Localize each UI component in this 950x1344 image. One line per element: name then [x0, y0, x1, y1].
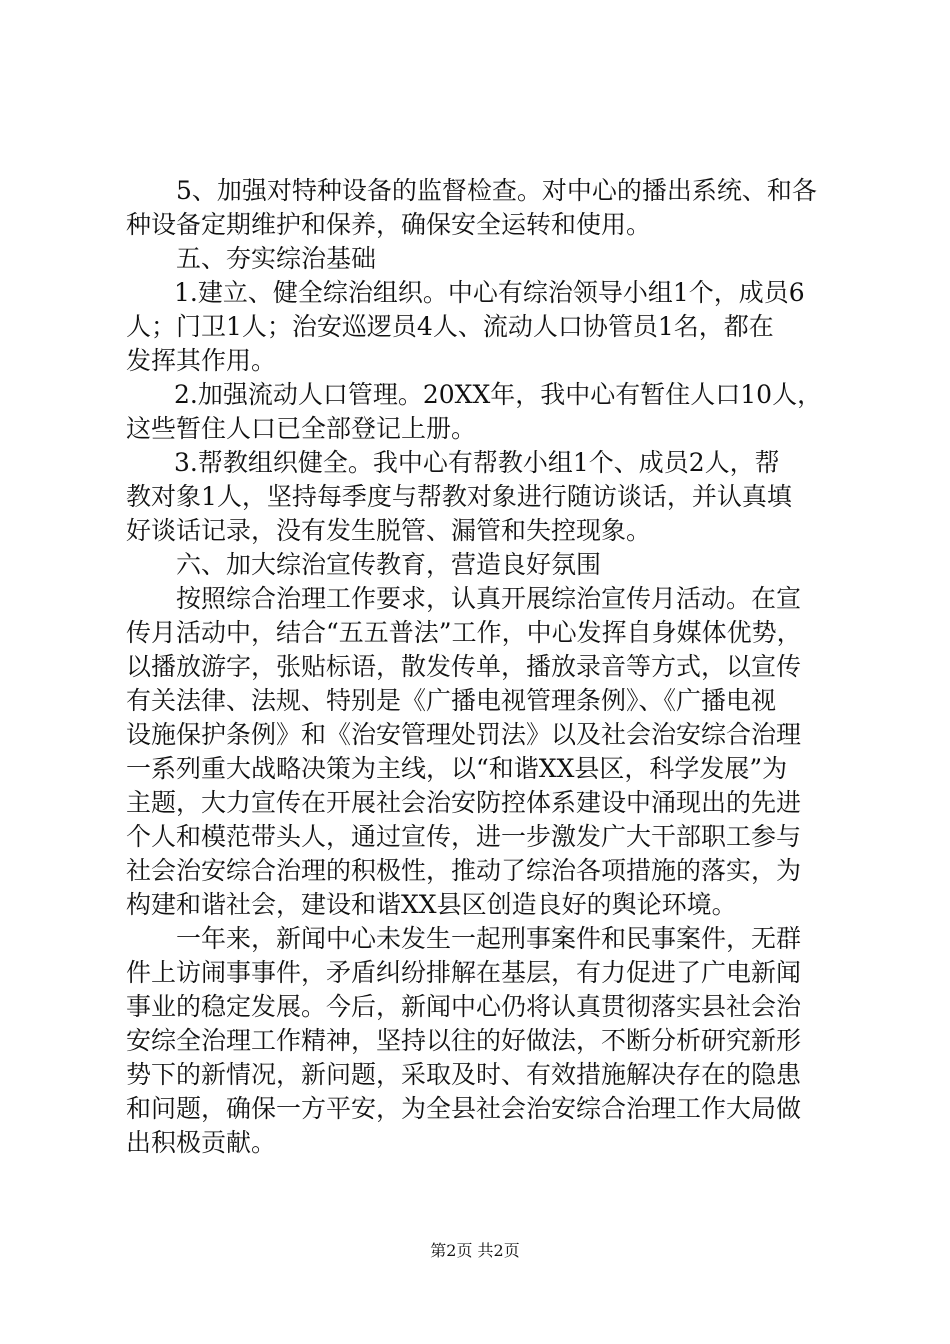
paragraph-line: 种设备定期维护和保养，确保安全运转和使用。 [126, 210, 652, 239]
document-body [126, 174, 830, 1160]
paragraph-line: 2.加强流动人口管理。20XX年，我中心有暂住人口10人， [174, 380, 823, 409]
page-number-footer: 第2页 共2页 [430, 1241, 520, 1260]
paragraph-line: 个人和模范带头人，通过宣传，进一步激发广大干部职工参与 [126, 822, 802, 851]
paragraph-line: 安综全治理工作精神，坚持以往的好做法，不断分析研究新形 [126, 1026, 802, 1055]
paragraph-line: 一系列重大战略决策为主线，以“和谐XX县区，科学发展”为 [126, 754, 788, 783]
paragraph-line: 教对象1人，坚持每季度与帮教对象进行随访谈话，并认真填 [126, 482, 792, 511]
paragraph-line: 以播放游字，张贴标语，散发传单，播放录音等方式，以宣传 [126, 652, 802, 681]
paragraph-line: 设施保护条例》和《治安管理处罚法》以及社会治安综合治理 [126, 720, 802, 749]
paragraph-line: 一年来，新闻中心未发生一起刑事案件和民事案件，无群 [176, 924, 802, 953]
paragraph-line: 按照综合治理工作要求，认真开展综治宣传月活动。在宣 [176, 584, 802, 613]
paragraph-line: 发挥其作用。 [126, 346, 277, 375]
paragraph-line: 1.建立、健全综治组织。中心有综治领导小组1个，成员6 [174, 278, 805, 307]
paragraph-line: 这些暂住人口已全部登记上册。 [126, 414, 477, 443]
paragraph-line: 5、加强对特种设备的监督检查。对中心的播出系统、和各 [176, 176, 817, 205]
paragraph-line: 件上访闹事事件，矛盾纠纷排解在基层，有力促进了广电新闻 [126, 958, 802, 987]
paragraph-line: 主题，大力宣传在开展社会治安防控体系建设中涌现出的先进 [126, 788, 802, 817]
paragraph-line: 3.帮教组织健全。我中心有帮教小组1个、成员2人，帮 [174, 448, 780, 477]
paragraph-line: 出积极贡献。 [126, 1128, 277, 1157]
paragraph-line: 好谈话记录，没有发生脱管、漏管和失控现象。 [126, 516, 652, 545]
paragraph-line: 构建和谐社会，建设和谐XX县区创造良好的舆论环境。 [126, 890, 737, 919]
paragraph-line: 人；门卫1人；治安巡逻员4人、流动人口协管员1名，都在 [126, 312, 774, 341]
section-heading: 六、加大综治宣传教育，营造良好氛围 [176, 550, 602, 579]
paragraph-line: 事业的稳定发展。今后，新闻中心仍将认真贯彻落实县社会治 [126, 992, 802, 1021]
paragraph-line: 社会治安综合治理的积极性，推动了综治各项措施的落实，为 [126, 856, 802, 885]
paragraph-line: 和问题，确保一方平安，为全县社会治安综合治理工作大局做 [126, 1094, 802, 1123]
paragraph-line: 传月活动中，结合“五五普法”工作，中心发挥自身媒体优势， [126, 618, 802, 647]
paragraph-line: 有关法律、法规、特别是《广播电视管理条例》、《广播电视 [126, 686, 777, 715]
paragraph-line: 势下的新情况，新问题，采取及时、有效措施解决存在的隐患 [126, 1060, 802, 1089]
section-heading: 五、夯实综治基础 [176, 244, 377, 273]
